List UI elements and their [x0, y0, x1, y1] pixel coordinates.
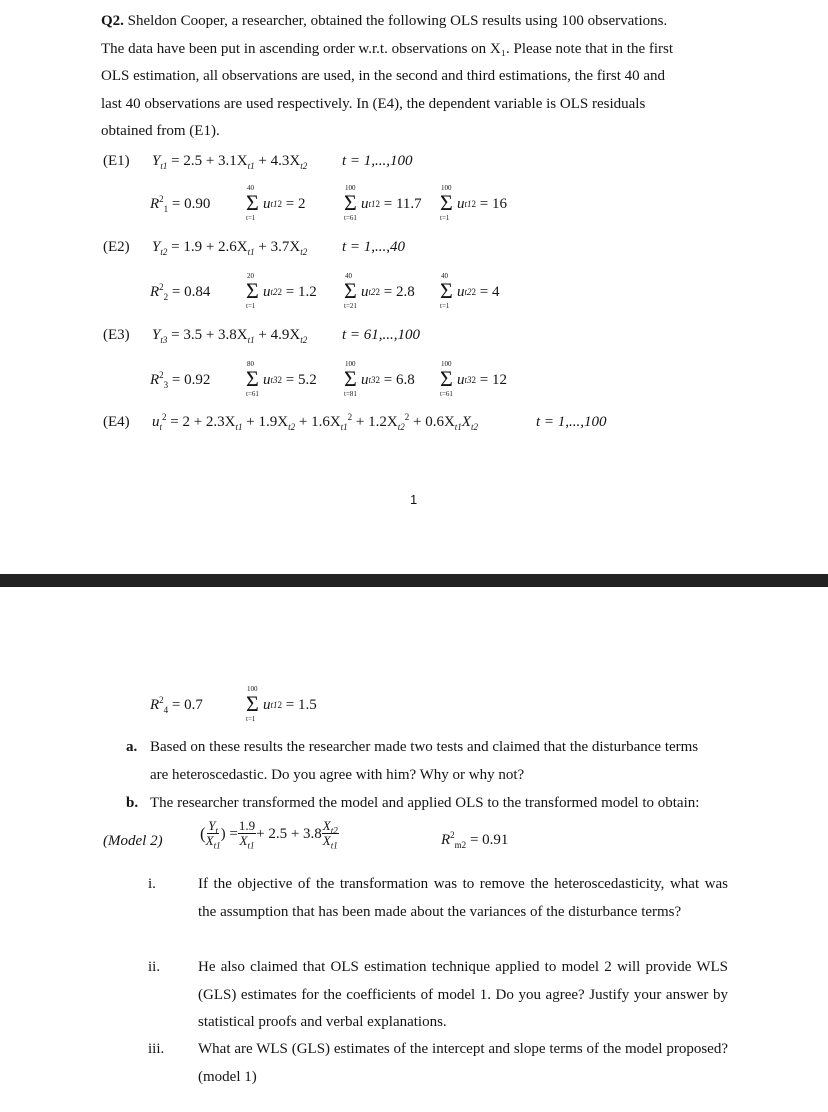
question-intro-line-1 — [101, 7, 667, 35]
model2-lhs-fraction: $\frac{Y_t}{X_{t1}}$ — [205, 818, 221, 851]
e4-label: (E4) — [103, 414, 130, 430]
part-b-line-1: The researcher transformed the model and applied OLS to the transformed model to obtain: — [150, 795, 700, 811]
question-number: Q2. — [101, 13, 124, 29]
e3-equation: $Y_{t3} = 3.5 + 3.8X_{t1} + 4.9X_{t2}$ — [152, 327, 308, 345]
question-intro-line-2: The data have been put in ascending order w.r.t. observations on X₁. Please note that in the first — [101, 41, 674, 57]
e2-r-squared: $R^2_2 = 0.84$ — [150, 282, 211, 302]
model2-x-fraction: $\frac{X_{t2}}{X_{t1}}$ — [322, 818, 338, 851]
e3-range: t = 61,...,100 — [342, 327, 421, 343]
e1-equation: $Y_{t1} = 2.5 + 3.1X_{t1} + 4.3X_{t2}$ — [152, 153, 308, 171]
e3-sum-2: 100 Σ t=81 u t3 2 = 6.8 — [344, 360, 415, 398]
part-b-marker: b. — [126, 795, 139, 811]
e2-range: t = 1,...,40 — [342, 239, 406, 255]
question-intro-line-4: last 40 observations are used respectively. In (E4), the dependent variable is OLS residuals — [101, 96, 646, 112]
subq-ii-text: He also claimed that OLS estimation technique applied to model 2 will provide WLS (GLS) estimates for the coefficients of model 1. Do you agree? Justify your answer by statistical proofs and verbal explanations. — [198, 959, 728, 1030]
e1-sum-3: 100 Σ t=1 u t1 2 = 16 — [440, 184, 507, 222]
page-number: 1 — [410, 492, 418, 507]
e3-label: (E3) — [103, 327, 130, 343]
part-a-marker: a. — [126, 739, 138, 755]
question-intro-line-5: obtained from (E1). — [101, 123, 220, 139]
model2-r-squared: $R^2_{m2} = 0.91$ — [441, 830, 509, 850]
e1-range: t = 1,...,100 — [342, 153, 413, 169]
e2-sum-1: 20 Σ t=1 u t2 2 = 1.2 — [246, 272, 317, 310]
subq-i-marker: i. — [148, 876, 156, 892]
e2-sum-3: 40 Σ t=1 u t2 2 = 4 — [440, 272, 500, 310]
e2-label: (E2) — [103, 239, 130, 255]
page-separator — [0, 574, 828, 587]
e3-sum-1: 80 Σ t=61 u t3 2 = 5.2 — [246, 360, 317, 398]
e2-sum-2: 40 Σ t=21 u t2 2 = 2.8 — [344, 272, 415, 310]
e2-equation: $Y_{t2} = 1.9 + 2.6X_{t1} + 3.7X_{t2}$ — [152, 239, 308, 257]
e3-sum-3: 100 Σ t=61 u t3 2 = 12 — [440, 360, 507, 398]
e4-range: t = 1,...,100 — [536, 414, 607, 430]
e4-r-squared: $R^2_4 = 0.7$ — [150, 695, 203, 715]
subq-ii-marker: ii. — [148, 959, 161, 975]
e1-sum-2: 100 Σ t=61 u t1 2 = 11.7 — [344, 184, 422, 222]
model2-const-fraction: $\frac{1.9}{X_{t1}}$ — [238, 818, 256, 851]
question-intro-line-3: OLS estimation, all observations are used, in the second and third estimations, the first 40 and — [101, 68, 666, 84]
subq-i-text: If the objective of the transformation was to remove the heteroscedasticity, what was the assumption that has been made about the variances of the disturbance terms? — [198, 876, 728, 920]
e4-sum: 100 Σ t=1 u t1 2 = 1.5 — [246, 685, 317, 723]
model2-equation: ( $\frac{Y_t}{X_{t1}}$ ) = $\frac{1.9}{X_{t1}}$ + 2.5 + 3.8 $\frac{X_{t2}}{X_{t1}}$ — [200, 818, 338, 851]
part-a-line-2: are heteroscedastic. Do you agree with him? Why or why not? — [150, 767, 525, 783]
e4-equation: $u_t^2 = 2 + 2.3X_{t1} + 1.9X_{t2} + 1.6X_{t1}^2 + 1.2X_{t2}^2 + 0.6X_{t1}X_{t2}$ — [152, 412, 478, 432]
part-a-line-1: Based on these results the researcher made two tests and claimed that the disturbance terms — [150, 739, 699, 755]
e3-r-squared: $R^2_3 = 0.92$ — [150, 370, 211, 390]
page-two — [0, 587, 828, 1112]
subq-iii-text: What are WLS (GLS) estimates of the intercept and slope terms of the model proposed? (model 1) — [198, 1041, 728, 1085]
e1-sum-1: 40 Σ t=1 u t1 2 = 2 — [246, 184, 306, 222]
model2-label: (Model 2) — [103, 833, 163, 849]
subq-iii-marker: iii. — [148, 1041, 165, 1057]
e1-r-squared: $R^2_1 = 0.90$ — [150, 194, 211, 214]
r2-power: 2 — [159, 194, 164, 204]
e1-label: (E1) — [103, 153, 130, 169]
intro-line-1-text: Sheldon Cooper, a researcher, obtained the following OLS results using 100 observations. — [127, 13, 668, 29]
